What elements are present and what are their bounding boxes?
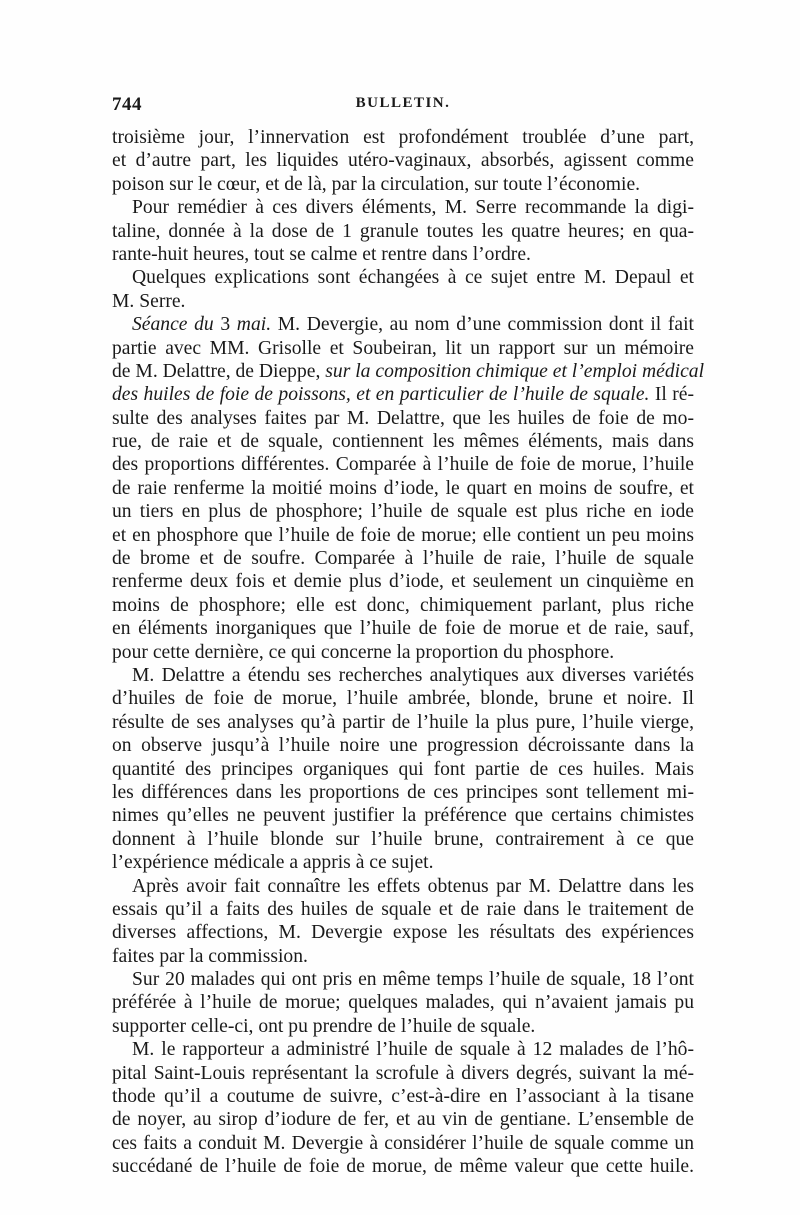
line-text: résulte de ses analyses qu’à partir de l’huile la plus pure, l’huile vierge, (112, 711, 694, 733)
text-line (112, 1108, 694, 1131)
line-text: de brome et de soufre. Comparée à l’huile de raie, l’huile de squale (112, 548, 694, 570)
line-text: de M. Delattre, de Dieppe, (112, 360, 326, 382)
line-text: de noyer, au sirop d’iodure de fer, et au vin de gentiane. L’ensemble de (112, 1109, 694, 1131)
text-line (112, 1085, 694, 1108)
text-line (112, 734, 694, 757)
text-line (112, 407, 694, 430)
text-line (112, 1015, 694, 1038)
line-text: en éléments inorganiques que l’huile de foie de morue et de raie, sauf, (112, 618, 694, 640)
line-text: donnent à l’huile blonde sur l’huile brune, contrairement à ce que (112, 828, 694, 850)
line-text: succédané de l’huile de foie de morue, de même valeur que cette huile. (112, 1156, 694, 1178)
italic-text: Séance du (132, 314, 214, 336)
page-header (112, 94, 694, 118)
text-line (112, 804, 694, 827)
text-line (112, 875, 694, 898)
body-text (112, 126, 705, 1179)
line-text: taline, donnée à la dose de 1 granule toutes les quatre heures; en qua- (112, 220, 694, 242)
text-line (112, 828, 694, 851)
text-line (112, 1132, 694, 1155)
line-text: M. Devergie, au nom d’une commission dont il fait (271, 314, 694, 336)
line-text: thode qu’il a coutume de suivre, c’est-à-dire en l’associant à la tisane (112, 1086, 694, 1108)
text-line (112, 991, 694, 1014)
text-line (112, 547, 694, 570)
line-text: M. Delattre a étendu ses recherches analytiques aux diverses variétés (132, 664, 694, 686)
text-line (112, 477, 694, 500)
text-line (112, 758, 694, 781)
line-text: renferme deux fois et demie plus d’iode, et seulement un cinquième en (112, 571, 694, 593)
text-line (112, 173, 694, 196)
running-head: BULLETIN. (355, 95, 451, 111)
italic-text: des huiles de foie de poissons, et en particulier de l’huile de squale. (112, 384, 650, 406)
line-text: moins de phosphore; elle est donc, chimiquement parlant, plus riche (112, 594, 694, 616)
text-line (112, 968, 694, 991)
line-text: Pour remédier à ces divers éléments, M. Serre recommande la digi- (132, 197, 694, 219)
text-line (112, 1062, 694, 1085)
line-text: nimes qu’elles ne peuvent justifier la préférence que certains chimistes (112, 805, 694, 827)
text-line (112, 570, 694, 593)
text-line (112, 641, 694, 664)
line-text: d’huiles de foie de morue, l’huile ambrée, blonde, brune et noire. Il (112, 688, 694, 710)
text-line (112, 781, 694, 804)
text-line (112, 430, 694, 453)
text-line (112, 290, 694, 313)
text-line (112, 453, 694, 476)
text-line (112, 126, 694, 149)
line-text: pour cette dernière, ce qui concerne la proportion du phosphore. (112, 641, 615, 663)
text-line (112, 617, 694, 640)
text-line (112, 243, 694, 266)
italic-text: sur la composition chimique et l’emploi médical (325, 360, 705, 382)
line-text: et d’autre part, les liquides utéro-vaginaux, absorbés, agissent comme (112, 150, 694, 172)
line-text: de raie renferme la moitié moins d’iode, le quart en moins de soufre, et (112, 477, 694, 499)
line-text: un tiers en plus de phosphore; l’huile de squale est plus riche en iode (112, 501, 694, 523)
line-text: sulte des analyses faites par M. Delattre, que les huiles de foie de mo- (112, 407, 694, 429)
line-text: Il ré- (649, 384, 695, 406)
page-number: 744 (112, 94, 142, 115)
line-text: les différences dans les proportions de ces principes sont tellement mi- (112, 781, 694, 803)
line-text: troisième jour, l’innervation est profondément troublée d’une part, (112, 127, 694, 148)
text-line (112, 921, 694, 944)
text-line (112, 594, 694, 617)
text-line (112, 851, 694, 874)
text-line (112, 149, 694, 172)
text-line (112, 337, 694, 360)
line-text: et en phosphore que l’huile de foie de morue; elle contient un peu moins (112, 524, 694, 546)
italic-text: mai. (236, 314, 272, 336)
text-line (112, 898, 694, 921)
line-text: M. Serre. (112, 290, 186, 312)
text-line (112, 945, 694, 968)
line-text: on observe jusqu’à l’huile noire une progression décroissante dans la (112, 735, 694, 757)
line-text: essais qu’il a faits des huiles de squale et de raie dans le traitement de (112, 898, 694, 920)
line-text: supporter celle-ci, ont pu prendre de l’huile de squale. (112, 1015, 536, 1037)
text-line (112, 196, 694, 219)
text-line (112, 360, 705, 383)
text-line (112, 711, 694, 734)
text-line (112, 687, 694, 710)
line-text: partie avec MM. Grisolle et Soubeiran, lit un rapport sur un mémoire (112, 337, 694, 359)
line-text: poison sur le cœur, et de là, par la circulation, sur toute l’économie. (112, 173, 641, 195)
line-text: Après avoir fait connaître les effets obtenus par M. Delattre dans les (132, 875, 694, 897)
text-line (112, 500, 694, 523)
text-line (112, 313, 694, 336)
line-text: faites par la commission. (112, 945, 308, 967)
line-text: rante-huit heures, tout se calme et rentre dans l’ordre. (112, 243, 531, 265)
text-line (112, 220, 694, 243)
text-line (112, 266, 694, 289)
line-text: préférée à l’huile de morue; quelques malades, qui n’avaient jamais pu (112, 992, 694, 1014)
line-text: diverses affections, M. Devergie expose les résultats des expériences (112, 922, 694, 944)
line-text: Sur 20 malades qui ont pris en même temps l’huile de squale, 18 l’ont (132, 969, 694, 991)
line-text: pital Saint-Louis représentant la scrofule à divers degrés, suivant la mé- (112, 1062, 694, 1084)
line-text: rue, de raie et de squale, contiennent les mêmes éléments, mais dans (112, 431, 694, 453)
text-line (112, 524, 694, 547)
text-line (112, 1155, 694, 1178)
line-text: ces faits a conduit M. Devergie à considérer l’huile de squale comme un (112, 1132, 694, 1154)
line-text: quantité des principes organiques qui font partie de ces huiles. Mais (112, 758, 694, 780)
line-text: des proportions différentes. Comparée à l’huile de foie de morue, l’huile (112, 454, 694, 476)
text-line (112, 383, 694, 406)
text-line (112, 1038, 694, 1061)
line-text: Quelques explications sont échangées à ce sujet entre M. Depaul et (132, 267, 694, 289)
line-text: 3 (213, 314, 237, 336)
line-text: M. le rapporteur a administré l’huile de squale à 12 malades de l’hô- (132, 1039, 694, 1061)
line-text: l’expérience médicale a appris à ce sujet. (112, 852, 434, 874)
text-line (112, 664, 694, 687)
